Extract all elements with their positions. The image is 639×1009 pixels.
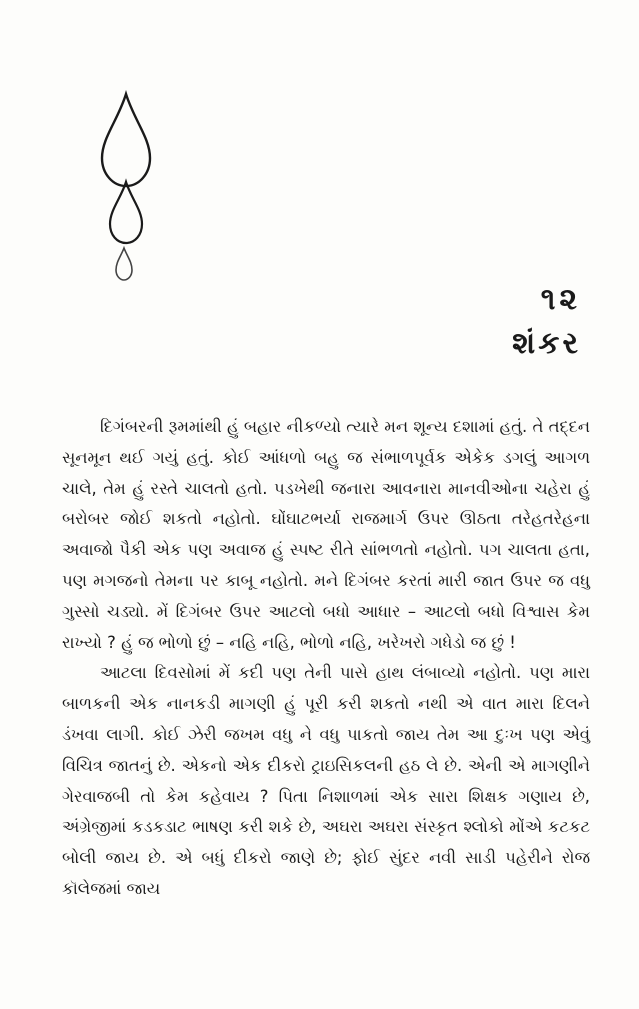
paragraph: આટલા દિવસોમાં મેં કદી પણ તેની પાસે હાથ લંબાવ્યો નહોતો. પણ મારા બાળકની એક નાનકડી માગણી હું પૂરી કરી શકતો નથી એ વાત મારા દિલને ડંખવા લાગી. કોઈ ઝેરી જખમ વધુ ને વધુ પાકતો જાય તેમ આ દુઃખ પણ એવું વિચિત્ર જાતનું છે. એકનો એક દીકરો ટ્રાઇસિકલની હઠ લે છે. એની એ માગણીને ગેરવાજબી તો કેમ કહેવાય ? પિતા નિશાળમાં એક સારા શિક્ષક ગણાય છે, અંગ્રેજીમાં કડકડાટ ભાષણ કરી શકે છે, અઘરા અઘરા સંસ્કૃત શ્લોકો મોંએ કટકટ બોલી જાય છે. એ બધું દીકરો જાણે છે; ફોઈ સુંદર નવી સાડી પહેરીને રોજ કૉલેજમાં જાય [62, 663, 590, 898]
chapter-title: શંકર [512, 326, 581, 361]
large-drop-icon [102, 94, 150, 186]
medium-drop-icon [110, 182, 142, 243]
paragraph: દિગંબરની રૂમમાંથી હું બહાર નીકળ્યો ત્યારે મન શૂન્ય દશામાં હતું. તે તદ્દન સૂનમૂન થઈ ગયું હતું. કોઈ આંધળો બહુ જ સંભાળપૂર્વક એકેક ડગલું આગળ ચાલે, તેમ હું રસ્તે ચાલતો હતો. પડખેથી જનારા આવનારા માનવીઓના ચહેરા હું બરોબર જોઈ શકતો નહોતો. ઘોંઘાટભર્યા રાજમાર્ગ ઉપર ઊઠતા તરેહતરેહના અવાજો પૈકી એક પણ અવાજ હું સ્પષ્ટ રીતે સાંભળતો નહોતો. પગ ચાલતા હતા, પણ મગજનો તેમના પર કાબૂ નહોતો. મને દિગંબર કરતાં મારી જાત ઉપર જ વધુ ગુસ્સો ચડ્યો. મેં દિગંબર ઉપર આટલો બધો આધાર – આટલો બધો વિશ્વાસ કેમ રાખ્યો ? હું જ ભોળો છું – નહિ નહિ, ભોળો નહિ, ખરેખરો ગધેડો જ છું ! [62, 417, 590, 652]
water-drops-ornament [96, 90, 156, 290]
small-drop-icon [116, 248, 132, 280]
chapter-number: ૧૨ [540, 282, 581, 317]
chapter-body [62, 412, 590, 905]
